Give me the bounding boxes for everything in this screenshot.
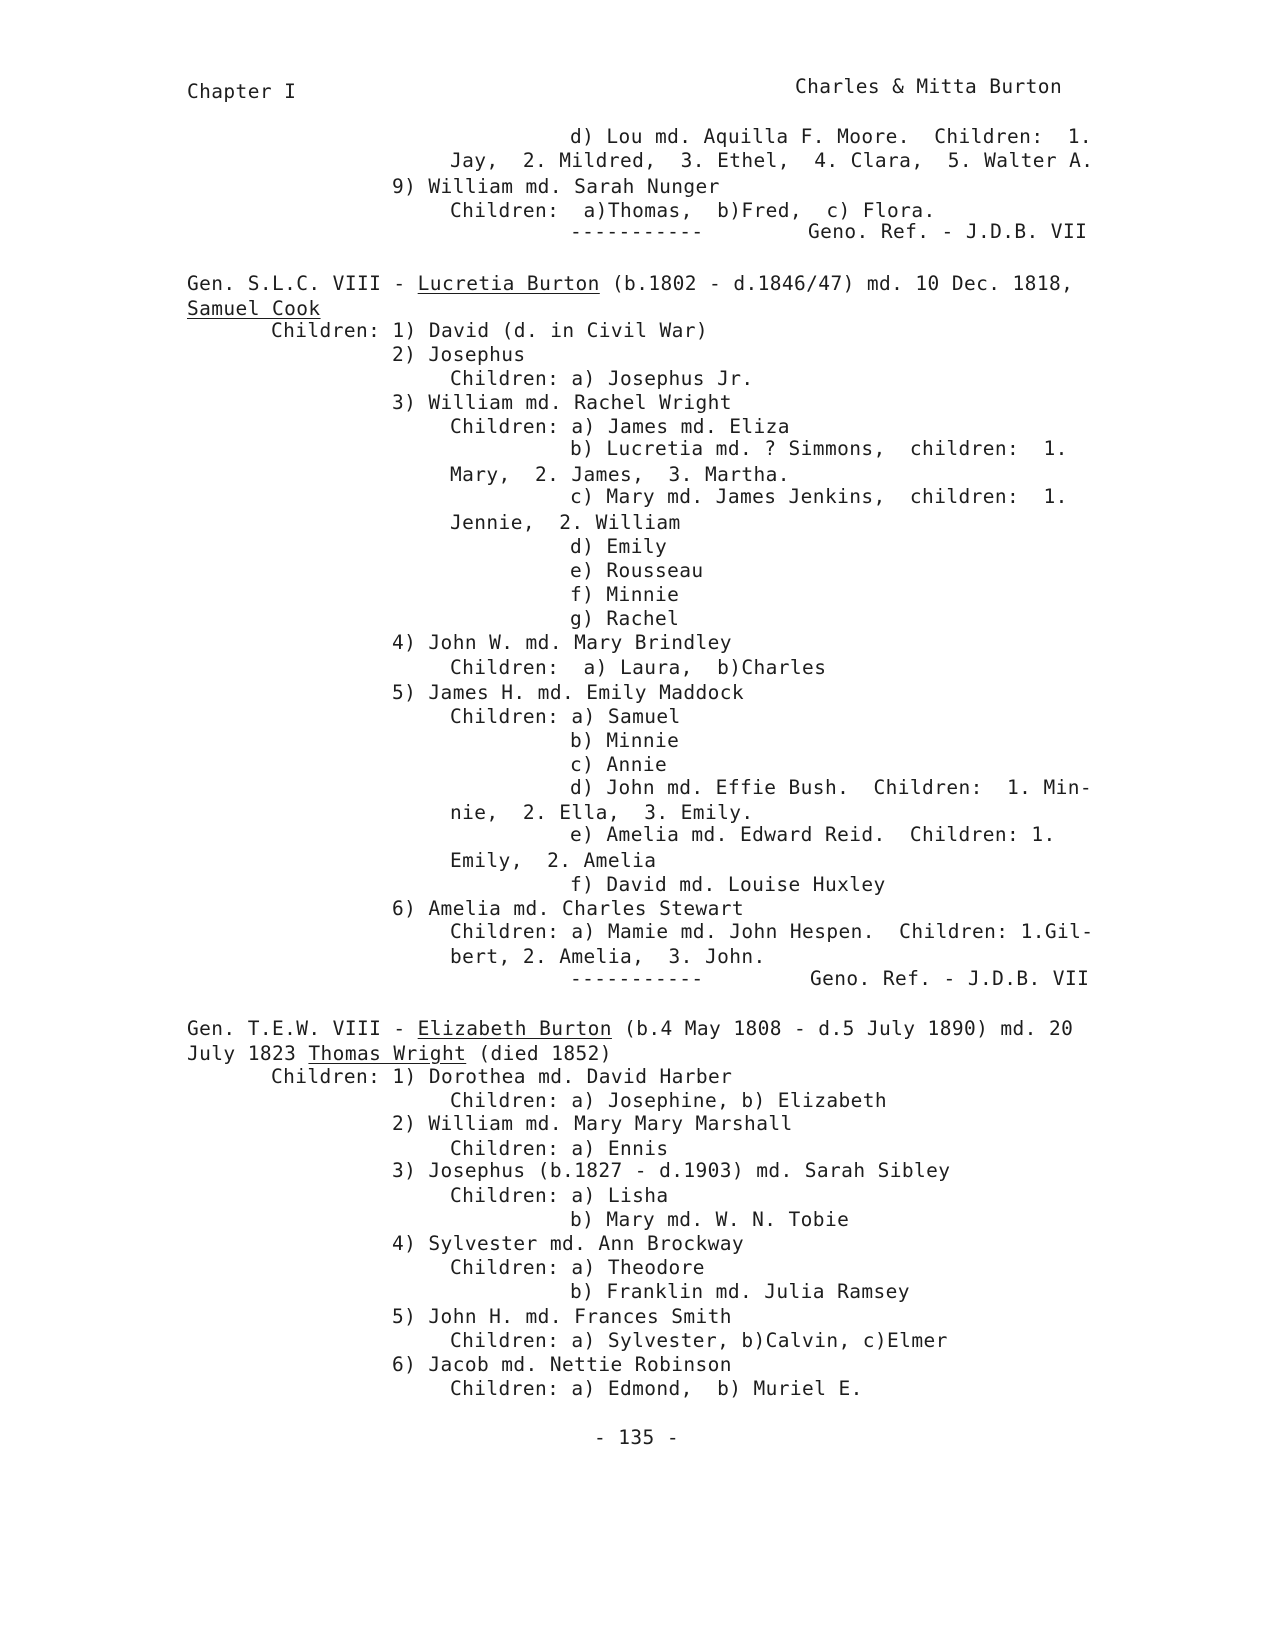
text-line: Children: a) Lisha: [450, 1184, 669, 1207]
spouse-death: (died 1852): [466, 1042, 612, 1065]
text-line: Children: a) Laura, b)Charles: [450, 656, 827, 679]
text-line: Mary, 2. James, 3. Martha.: [450, 463, 790, 486]
text-line: 6) Jacob md. Nettie Robinson: [392, 1353, 732, 1376]
text-line: g) Rachel: [570, 607, 680, 630]
text-line: Children: a) Josephine, b) Elizabeth: [450, 1089, 888, 1112]
text-line: 4) Sylvester md. Ann Brockway: [392, 1232, 745, 1255]
text-line: b) Minnie: [570, 729, 680, 752]
text-line: 5) James H. md. Emily Maddock: [392, 681, 745, 704]
text-line: 2) William md. Mary Mary Marshall: [392, 1112, 793, 1135]
separator: -----------: [570, 967, 704, 990]
marriage-date: July 1823: [187, 1042, 309, 1065]
text-line: Children: a) Theodore: [450, 1256, 705, 1279]
text-line: Children: a) Ennis: [450, 1137, 669, 1160]
text-line: e) Amelia md. Edward Reid. Children: 1.: [570, 823, 1056, 846]
ancestor-dates: (b.4 May 1808 - d.5 July 1890) md. 20: [611, 1017, 1074, 1040]
text-line: 5) John H. md. Frances Smith: [392, 1305, 732, 1328]
text-line: b) Lucretia md. ? Simmons, children: 1.: [570, 437, 1068, 460]
generation-heading: [187, 272, 1073, 296]
text-line: Jennie, 2. William: [450, 511, 681, 534]
page-title: Charles & Mitta Burton: [795, 75, 1063, 98]
text-line: 6) Amelia md. Charles Stewart: [392, 897, 745, 920]
genealogy-reference: Geno. Ref. - J.D.B. VII: [808, 220, 1088, 243]
marriage-line: [187, 1042, 612, 1066]
text-line: 3) Josephus (b.1827 - d.1903) md. Sarah Sibley: [392, 1159, 951, 1182]
text-line: c) Mary md. James Jenkins, children: 1.: [570, 485, 1068, 508]
text-line: Children: a) Samuel: [450, 705, 681, 728]
ancestor-name: Elizabeth Burton: [417, 1017, 612, 1040]
spouse-name: Thomas Wright: [308, 1042, 467, 1065]
text-line: Children: a) Josephus Jr.: [450, 367, 754, 390]
text-line: Children: a)Thomas, b)Fred, c) Flora.: [450, 199, 936, 222]
text-line: Children: a) Sylvester, b)Calvin, c)Elmer: [450, 1329, 948, 1352]
text-line: 4) John W. md. Mary Brindley: [392, 631, 732, 654]
text-line: bert, 2. Amelia, 3. John.: [450, 945, 766, 968]
text-line: 2) Josephus: [392, 343, 526, 366]
text-line: Children: a) Edmond, b) Muriel E.: [450, 1377, 863, 1400]
separator: -----------: [570, 220, 704, 243]
text-line: d) John md. Effie Bush. Children: 1. Min-: [570, 776, 1093, 799]
genealogy-reference: Geno. Ref. - J.D.B. VII: [810, 967, 1090, 990]
spouse-name: Samuel Cook: [187, 297, 321, 320]
text-line: b) Mary md. W. N. Tobie: [570, 1208, 850, 1231]
ancestor-dates: (b.1802 - d.1846/47) md. 10 Dec. 1818,: [599, 272, 1074, 295]
text-line: Children: 1) David (d. in Civil War): [271, 319, 709, 342]
text-line: c) Annie: [570, 753, 668, 776]
generation-heading: [187, 1017, 1073, 1041]
text-line: Jay, 2. Mildred, 3. Ethel, 4. Clara, 5. Walter A.: [450, 149, 1094, 172]
text-line: e) Rousseau: [570, 559, 704, 582]
text-line: 9) William md. Sarah Nunger: [392, 175, 720, 198]
chapter-label: Chapter I: [187, 80, 297, 103]
text-line: b) Franklin md. Julia Ramsey: [570, 1280, 910, 1303]
text-line: f) David md. Louise Huxley: [570, 873, 886, 896]
text-line: Children: a) Mamie md. John Hespen. Children: 1.Gil-: [450, 920, 1094, 943]
text-line: d) Emily: [570, 535, 668, 558]
text-line: Children: 1) Dorothea md. David Harber: [271, 1065, 733, 1088]
text-line: 3) William md. Rachel Wright: [392, 391, 732, 414]
page-number: - 135 -: [594, 1426, 679, 1449]
text-line: d) Lou md. Aquilla F. Moore. Children: 1.: [570, 125, 1093, 148]
generation-prefix: Gen. S.L.C. VIII -: [187, 272, 418, 295]
ancestor-name: Lucretia Burton: [417, 272, 600, 295]
generation-prefix: Gen. T.E.W. VIII -: [187, 1017, 418, 1040]
text-line: Emily, 2. Amelia: [450, 849, 657, 872]
text-line: Children: a) James md. Eliza: [450, 415, 790, 438]
text-line: f) Minnie: [570, 583, 680, 606]
text-line: nie, 2. Ella, 3. Emily.: [450, 801, 754, 824]
